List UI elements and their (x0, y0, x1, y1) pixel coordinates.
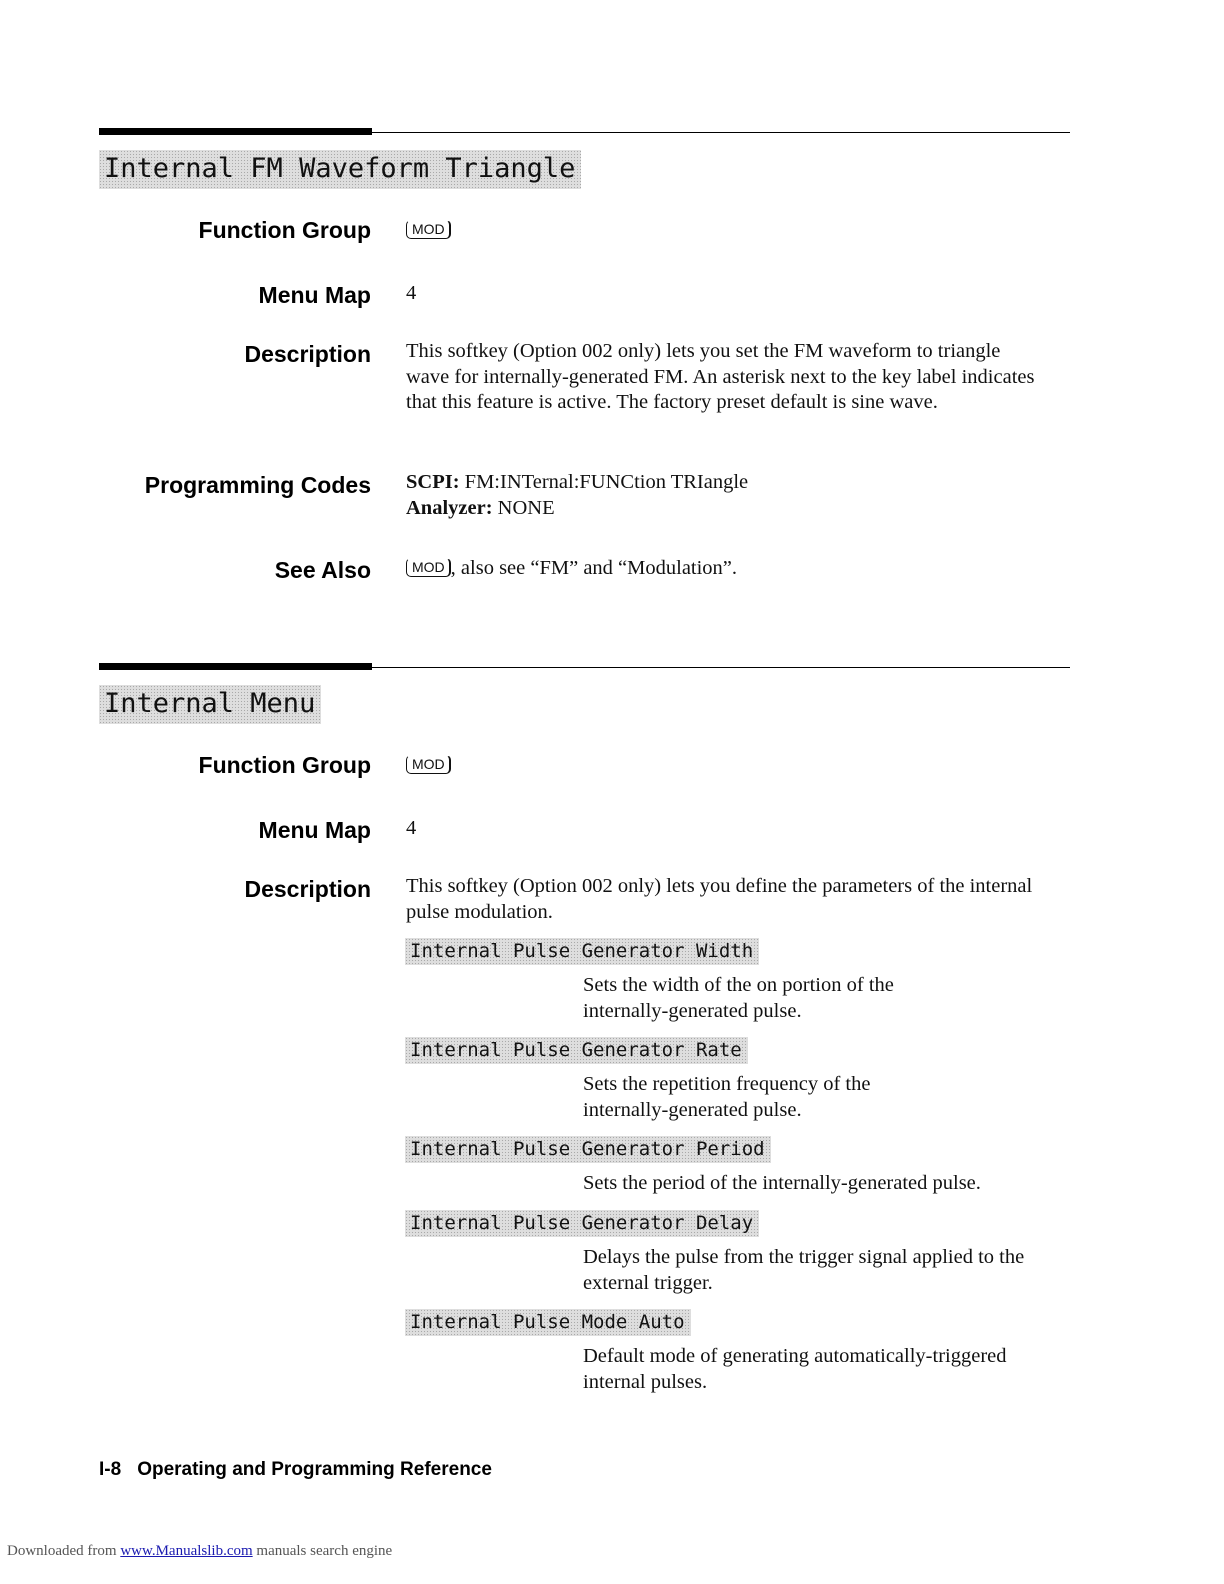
mod-key: MOD (406, 220, 451, 239)
menu-map-value: 4 (406, 282, 417, 304)
softkey-label: Internal Pulse Generator Rate (405, 1037, 748, 1064)
scpi-line (406, 470, 748, 496)
scpi-label: SCPI: (406, 471, 460, 493)
menu-map-value: 4 (406, 817, 417, 839)
programming-codes-label: Programming Codes (144, 472, 371, 498)
softkey-description: Sets the width of the on portion of the internally-generated pulse. (583, 974, 894, 1022)
softkey-label: Internal Pulse Generator Width (405, 938, 759, 965)
rule-thick-segment (99, 128, 372, 135)
description-label: Description (244, 341, 371, 367)
section-title: Internal Menu (99, 685, 321, 724)
function-group-value (406, 218, 451, 244)
page-footer (99, 1458, 492, 1482)
analyzer-label: Analyzer: (406, 497, 493, 519)
softkey-description: Default mode of generating automatically-triggered internal pulses. (583, 1345, 1007, 1393)
rule-thick-segment (99, 663, 372, 670)
softkey-label: Internal Pulse Mode Auto (405, 1309, 691, 1336)
softkey-description: Sets the repetition frequency of the internally-generated pulse. (583, 1073, 871, 1121)
section-title: Internal FM Waveform Triangle (99, 150, 581, 189)
section-rule (99, 128, 1070, 137)
function-group-label: Function Group (198, 217, 371, 243)
download-prefix: Downloaded from (7, 1543, 117, 1559)
function-group-value (406, 753, 451, 779)
softkey-description: Delays the pulse from the trigger signal applied to the external trigger. (583, 1246, 1025, 1294)
analyzer-line (406, 496, 555, 522)
see-also-text: , also see “FM” and “Modulation”. (450, 557, 738, 579)
see-also-label: See Also (274, 557, 371, 583)
menu-map-label: Menu Map (258, 817, 371, 843)
see-also-value (406, 556, 737, 582)
footer-title: Operating and Programming Reference (137, 1459, 492, 1480)
section-rule (99, 663, 1070, 672)
description-text: This softkey (Option 002 only) lets you set the FM waveform to triangle wave for internally-generated FM. An asterisk next to the key label indicates that this feature is active. The factory preset default is sine wave. (406, 340, 1035, 413)
mod-key: MOD (406, 558, 451, 577)
rule-thin-segment (372, 667, 1070, 668)
page-number: I-8 (99, 1459, 122, 1480)
analyzer-value: NONE (497, 497, 555, 519)
function-group-label: Function Group (198, 752, 371, 778)
download-note (7, 1542, 392, 1560)
description-label: Description (244, 876, 371, 902)
menu-map-label: Menu Map (258, 282, 371, 308)
softkey-description: Sets the period of the internally-generated pulse. (583, 1172, 981, 1194)
softkey-label: Internal Pulse Generator Period (405, 1136, 771, 1163)
mod-key: MOD (406, 755, 451, 774)
manualslib-link[interactable]: www.Manualslib.com (120, 1543, 253, 1559)
softkey-label: Internal Pulse Generator Delay (405, 1210, 759, 1237)
description-text: This softkey (Option 002 only) lets you define the parameters of the internal pulse modulation. (406, 875, 1033, 923)
download-suffix: manuals search engine (256, 1543, 393, 1559)
scpi-value: FM:INTernal:FUNCtion TRIangle (464, 471, 749, 493)
rule-thin-segment (372, 132, 1070, 133)
